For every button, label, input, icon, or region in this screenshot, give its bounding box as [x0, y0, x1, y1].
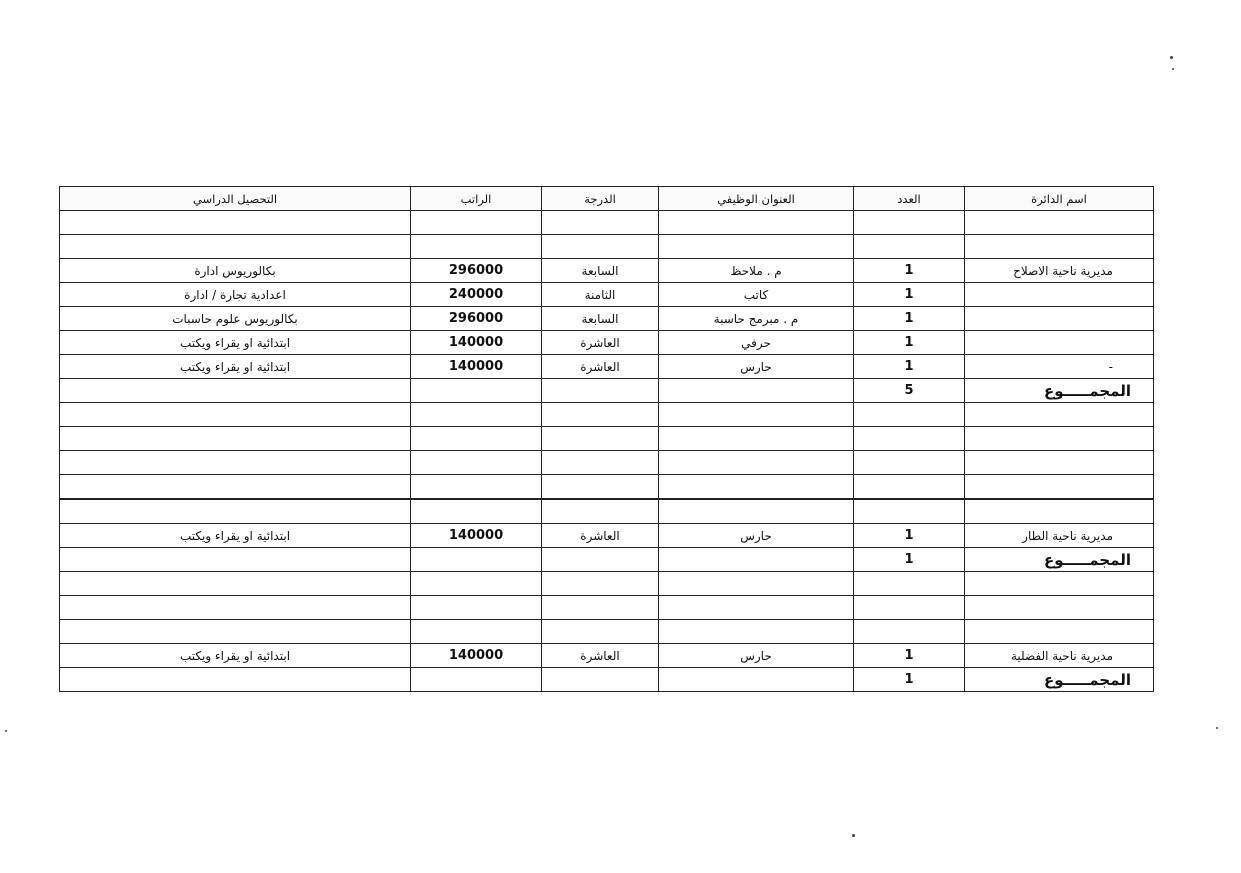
- empty-cell: [965, 572, 1154, 596]
- cell-count: 1: [854, 307, 965, 331]
- total-count: 1: [854, 548, 965, 572]
- scan-speck: [1170, 56, 1173, 59]
- empty-cell: [60, 475, 411, 500]
- total-count: 5: [854, 379, 965, 403]
- empty-cell: [965, 211, 1154, 235]
- empty-cell: [411, 596, 542, 620]
- empty-cell: [542, 235, 659, 259]
- cell-department: [965, 307, 1154, 331]
- empty-row: [60, 572, 1154, 596]
- empty-cell: [60, 572, 411, 596]
- empty-cell: [854, 572, 965, 596]
- empty-cell: [60, 548, 411, 572]
- empty-row: [60, 499, 1154, 524]
- empty-cell: [659, 211, 854, 235]
- empty-cell: [659, 668, 854, 692]
- cell-department: [965, 331, 1154, 355]
- cell-count: 1: [854, 259, 965, 283]
- empty-cell: [854, 211, 965, 235]
- table-row: [60, 259, 1154, 283]
- empty-cell: [659, 427, 854, 451]
- empty-cell: [659, 596, 854, 620]
- header-education: التحصيل الدراسي: [60, 187, 411, 211]
- cell-education: ابتدائية او يقراء ويكتب: [60, 355, 411, 379]
- cell-education: ابتدائية او يقراء ويكتب: [60, 331, 411, 355]
- empty-cell: [542, 548, 659, 572]
- empty-cell: [542, 620, 659, 644]
- empty-cell: [542, 475, 659, 500]
- empty-cell: [60, 668, 411, 692]
- total-label: المجمـــــوع: [965, 548, 1154, 572]
- empty-row: [60, 235, 1154, 259]
- staff-table: [59, 186, 1154, 692]
- total-row: [60, 548, 1154, 572]
- cell-grade: السابعة: [542, 307, 659, 331]
- header-job-title: العنوان الوظيفي: [659, 187, 854, 211]
- empty-cell: [542, 499, 659, 524]
- cell-salary: 140000: [411, 355, 542, 379]
- cell-education: اعدادية تجارة / ادارة: [60, 283, 411, 307]
- empty-row: [60, 596, 1154, 620]
- cell-grade: الثامنة: [542, 283, 659, 307]
- cell-count: 1: [854, 331, 965, 355]
- scan-speck: [1216, 727, 1218, 729]
- empty-cell: [659, 499, 854, 524]
- table-row: [60, 644, 1154, 668]
- empty-cell: [965, 403, 1154, 427]
- empty-cell: [854, 427, 965, 451]
- header-row: [60, 187, 1154, 211]
- empty-cell: [542, 403, 659, 427]
- empty-cell: [965, 596, 1154, 620]
- empty-cell: [854, 499, 965, 524]
- cell-salary: 140000: [411, 644, 542, 668]
- table-row: [60, 524, 1154, 548]
- empty-row: [60, 403, 1154, 427]
- empty-cell: [411, 379, 542, 403]
- total-label: المجمـــــوع: [965, 379, 1154, 403]
- empty-cell: [411, 403, 542, 427]
- cell-grade: السابعة: [542, 259, 659, 283]
- table-row: [60, 355, 1154, 379]
- empty-cell: [60, 620, 411, 644]
- empty-cell: [854, 403, 965, 427]
- total-count: 1: [854, 668, 965, 692]
- cell-job-title: حارس: [659, 524, 854, 548]
- empty-cell: [965, 475, 1154, 500]
- empty-cell: [411, 499, 542, 524]
- cell-job-title: م . مبرمج حاسبة: [659, 307, 854, 331]
- empty-cell: [659, 572, 854, 596]
- empty-cell: [659, 235, 854, 259]
- cell-salary: 240000: [411, 283, 542, 307]
- empty-cell: [411, 475, 542, 500]
- empty-cell: [60, 451, 411, 475]
- scan-speck: [1172, 68, 1174, 70]
- empty-cell: [411, 620, 542, 644]
- cell-job-title: م . ملاحظ: [659, 259, 854, 283]
- cell-job-title: حارس: [659, 355, 854, 379]
- cell-salary: 296000: [411, 307, 542, 331]
- empty-cell: [542, 572, 659, 596]
- header-department: اسم الدائرة: [965, 187, 1154, 211]
- cell-grade: العاشرة: [542, 331, 659, 355]
- empty-row: [60, 475, 1154, 500]
- empty-cell: [854, 235, 965, 259]
- scan-speck: [852, 834, 855, 837]
- empty-cell: [60, 403, 411, 427]
- empty-cell: [854, 451, 965, 475]
- empty-cell: [965, 620, 1154, 644]
- cell-department: [965, 283, 1154, 307]
- cell-department: مديرية ناحية الطار: [965, 524, 1154, 548]
- empty-cell: [542, 451, 659, 475]
- empty-cell: [659, 379, 854, 403]
- empty-cell: [542, 596, 659, 620]
- cell-department: -: [965, 355, 1154, 379]
- cell-job-title: حارس: [659, 644, 854, 668]
- scan-speck: [5, 730, 7, 732]
- empty-cell: [60, 499, 411, 524]
- empty-cell: [411, 548, 542, 572]
- empty-cell: [659, 620, 854, 644]
- cell-education: ابتدائية او يقراء ويكتب: [60, 644, 411, 668]
- cell-department: مديرية ناحية الفضلية: [965, 644, 1154, 668]
- cell-count: 1: [854, 524, 965, 548]
- table-row: [60, 307, 1154, 331]
- cell-job-title: كاتب: [659, 283, 854, 307]
- empty-cell: [60, 379, 411, 403]
- cell-job-title: حرفي: [659, 331, 854, 355]
- empty-cell: [965, 235, 1154, 259]
- empty-row: [60, 427, 1154, 451]
- empty-row: [60, 620, 1154, 644]
- total-row: [60, 379, 1154, 403]
- total-label: المجمـــــوع: [965, 668, 1154, 692]
- cell-grade: العاشرة: [542, 355, 659, 379]
- cell-salary: 140000: [411, 524, 542, 548]
- table-row: [60, 283, 1154, 307]
- header-salary: الراتب: [411, 187, 542, 211]
- cell-count: 1: [854, 355, 965, 379]
- total-row: [60, 668, 1154, 692]
- empty-cell: [60, 427, 411, 451]
- empty-cell: [60, 211, 411, 235]
- empty-cell: [659, 403, 854, 427]
- header-grade: الدرجة: [542, 187, 659, 211]
- empty-cell: [411, 668, 542, 692]
- cell-education: ابتدائية او يقراء ويكتب: [60, 524, 411, 548]
- empty-cell: [542, 379, 659, 403]
- empty-cell: [965, 451, 1154, 475]
- empty-cell: [411, 427, 542, 451]
- cell-grade: العاشرة: [542, 644, 659, 668]
- cell-count: 1: [854, 644, 965, 668]
- empty-cell: [542, 668, 659, 692]
- cell-grade: العاشرة: [542, 524, 659, 548]
- cell-count: 1: [854, 283, 965, 307]
- empty-cell: [542, 427, 659, 451]
- empty-cell: [659, 548, 854, 572]
- empty-cell: [854, 475, 965, 500]
- empty-cell: [60, 235, 411, 259]
- cell-department: مديرية ناحية الاصلاح: [965, 259, 1154, 283]
- empty-cell: [659, 451, 854, 475]
- empty-cell: [411, 451, 542, 475]
- empty-cell: [965, 499, 1154, 524]
- cell-education: بكالوريوس علوم حاسبات: [60, 307, 411, 331]
- empty-cell: [411, 235, 542, 259]
- header-count: العدد: [854, 187, 965, 211]
- empty-cell: [542, 211, 659, 235]
- empty-cell: [965, 427, 1154, 451]
- empty-row: [60, 451, 1154, 475]
- empty-cell: [854, 620, 965, 644]
- empty-cell: [411, 211, 542, 235]
- cell-education: بكالوريوس ادارة: [60, 259, 411, 283]
- empty-cell: [60, 596, 411, 620]
- empty-cell: [411, 572, 542, 596]
- table-row: [60, 331, 1154, 355]
- table-body: [60, 187, 1154, 692]
- cell-salary: 296000: [411, 259, 542, 283]
- cell-salary: 140000: [411, 331, 542, 355]
- empty-cell: [854, 596, 965, 620]
- empty-cell: [659, 475, 854, 500]
- empty-row: [60, 211, 1154, 235]
